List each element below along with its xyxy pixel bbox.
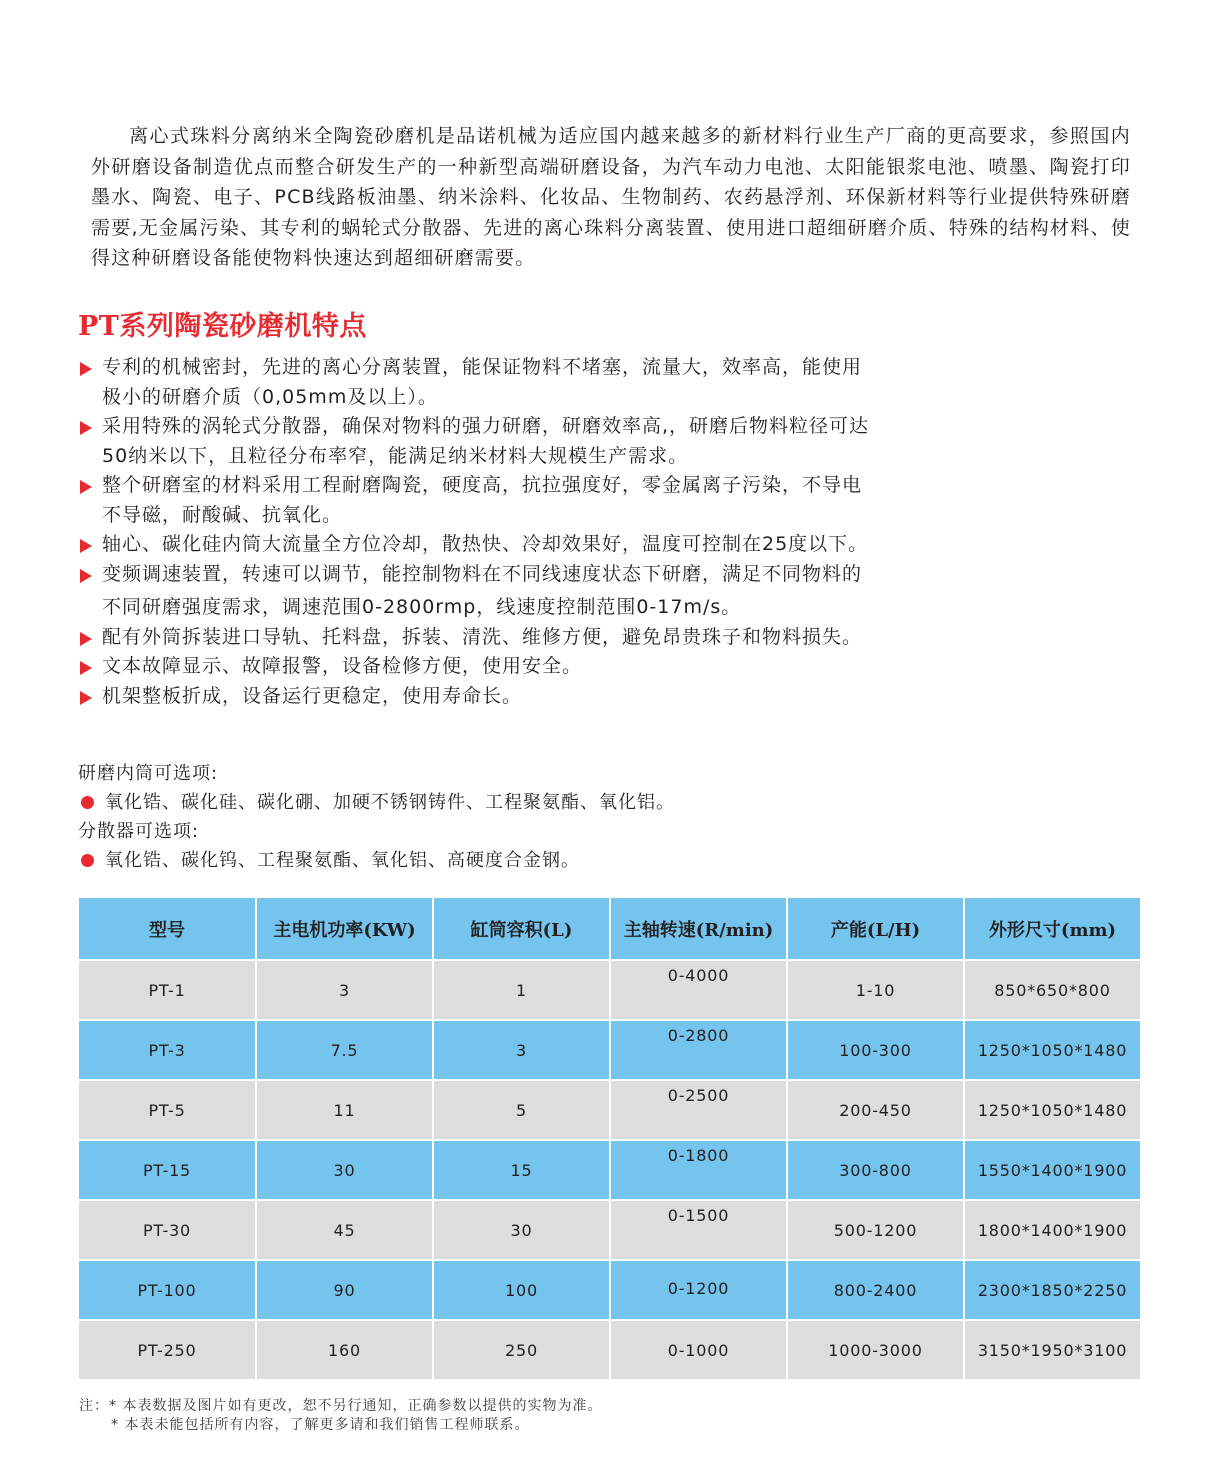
- footnote-line: 注：* 本表数据及图片如有更改，恕不另行通知，正确参数以提供的实物为准。: [79, 1398, 603, 1414]
- table-row: [79, 1020, 1141, 1080]
- cell-spindle-speed: [610, 960, 787, 1020]
- header-dimensions: 外形尺寸(mm): [964, 898, 1141, 960]
- feature-text: 轴心、碳化硅内筒大流量全方位冷却，散热快、冷却效果好，温度可控制在25度以下。: [102, 533, 869, 555]
- cell-spindle-speed-value: 0-2500: [667, 1086, 730, 1105]
- cell-dimensions: 850*650*800: [964, 960, 1141, 1020]
- intro-paragraph: 离心式珠料分离纳米全陶瓷砂磨机是品诺机械为适应国内越来越多的新材料行业生产厂商的更高要求，参照国内外研磨设备制造优点而整合研发生产的一种新型高端研磨设备，为汽车动力电池、太阳能银浆电池、喷墨、陶瓷打印墨水、陶瓷、电子、PCB线路板油墨、纳米涂料、化妆品、生物制药、农药悬浮剂、环保新材料等行业提供特殊研磨需要,无金属污染、其专利的蜗轮式分散器、先进的离心珠料分离装置、使用进口超细研磨介质、特殊的结构材料、使得这种研磨设备能使物料快速达到超细研磨需要。: [91, 125, 1131, 269]
- feature-text: 机架整板折成，设备运行更稳定，使用寿命长。: [102, 684, 523, 707]
- cell-cylinder-volume: 1: [433, 960, 610, 1020]
- header-spindle-speed: 主轴转速(R/min): [610, 898, 787, 960]
- cell-dimensions: 1250*1050*1480: [964, 1020, 1141, 1080]
- cell-spindle-speed: [610, 1260, 787, 1320]
- table-row: [79, 960, 1141, 1020]
- triangle-bullet-icon: [80, 661, 92, 675]
- cell-cylinder-volume: 250: [433, 1320, 610, 1380]
- feature-text-cont: 极小的研磨介质（0,05mm及以上）。: [102, 385, 438, 408]
- triangle-bullet-icon: [80, 362, 92, 376]
- cell-cylinder-volume: 30: [433, 1200, 610, 1260]
- feature-text: 配有外筒拆装进口导轨、托料盘，拆装、清洗、维修方便，避免昂贵珠子和物料损失。: [102, 625, 863, 648]
- cell-spindle-speed-value: 0-1200: [667, 1278, 730, 1298]
- feature-item: [78, 353, 958, 412]
- table-row: [79, 1320, 1141, 1380]
- cell-capacity: 800-2400: [787, 1260, 964, 1320]
- cell-model: PT-30: [79, 1200, 256, 1260]
- cell-spindle-speed-value: 0-1800: [667, 1146, 730, 1165]
- table-header-row: [79, 898, 1141, 960]
- triangle-bullet-icon: [80, 632, 92, 646]
- cell-spindle-speed: [610, 1140, 787, 1200]
- inner-cylinder-options-text: 氧化锆、碳化硅、碳化硼、加硬不锈钢铸件、工程聚氨酯、氧化铝。: [105, 792, 675, 813]
- cell-cylinder-volume: 15: [433, 1140, 610, 1200]
- dot-bullet-icon: [81, 796, 94, 809]
- cell-capacity: 500-1200: [787, 1200, 964, 1260]
- triangle-bullet-icon: [80, 421, 92, 435]
- disperser-options-text: 氧化锆、碳化钨、工程聚氨酯、氧化铝、高硬度合金钢。: [105, 850, 580, 871]
- cell-capacity: 100-300: [787, 1020, 964, 1080]
- cell-model: PT-3: [79, 1020, 256, 1080]
- cell-spindle-speed: [610, 1020, 787, 1080]
- table-row: [79, 1200, 1141, 1260]
- cell-spindle-speed: [610, 1080, 787, 1140]
- feature-item: [78, 652, 958, 682]
- table-row: [79, 1080, 1141, 1140]
- footnotes: [79, 1397, 602, 1435]
- cell-spindle-speed-value: 0-4000: [667, 966, 730, 985]
- cell-model: PT-100: [79, 1260, 256, 1320]
- header-model: 型号: [79, 898, 256, 960]
- inner-cylinder-options-title: 研磨内筒可选项:: [78, 763, 219, 784]
- cell-cylinder-volume: 5: [433, 1080, 610, 1140]
- cell-motor-power: 30: [256, 1140, 433, 1200]
- feature-text: 文本故障显示、故障报警，设备检修方便，使用安全。: [102, 655, 583, 677]
- cell-motor-power: 7.5: [256, 1020, 433, 1080]
- spec-table: [79, 898, 1142, 1381]
- cell-capacity: 1-10: [787, 960, 964, 1020]
- header-motor-power: 主电机功率(KW): [256, 898, 433, 960]
- feature-item: [78, 471, 958, 530]
- triangle-bullet-icon: [80, 539, 92, 553]
- cell-motor-power: 160: [256, 1320, 433, 1380]
- cell-spindle-speed-value: 0-1500: [667, 1206, 730, 1225]
- cell-capacity: 300-800: [787, 1140, 964, 1200]
- cell-cylinder-volume: 100: [433, 1260, 610, 1320]
- cell-motor-power: 11: [256, 1080, 433, 1140]
- cell-motor-power: 3: [256, 960, 433, 1020]
- table-row: [79, 1140, 1141, 1200]
- cell-model: PT-250: [79, 1320, 256, 1380]
- cell-cylinder-volume: 3: [433, 1020, 610, 1080]
- footnote-line: * 本表未能包括所有内容，了解更多请和我们销售工程师联系。: [111, 1417, 530, 1433]
- cell-capacity: 1000-3000: [787, 1320, 964, 1380]
- options-section: [78, 759, 978, 875]
- feature-list: [78, 353, 958, 711]
- feature-item: [78, 682, 958, 712]
- disperser-options: [78, 846, 978, 875]
- cell-dimensions: 2300*1850*2250: [964, 1260, 1141, 1320]
- cell-spindle-speed: [610, 1200, 787, 1260]
- cell-spindle-speed: 0-1000: [610, 1320, 787, 1380]
- triangle-bullet-icon: [80, 480, 92, 494]
- feature-item: [78, 412, 958, 471]
- cell-capacity: 200-450: [787, 1080, 964, 1140]
- feature-item: [78, 560, 958, 623]
- feature-text-cont: 50纳米以下，且粒径分布率窄，能满足纳米材料大规模生产需求。: [102, 444, 689, 467]
- inner-cylinder-options: [78, 788, 978, 817]
- dot-bullet-icon: [81, 854, 94, 867]
- feature-text: 采用特殊的涡轮式分散器，确保对物料的强力研磨，研磨效率高,，研磨后物料粒径可达: [102, 415, 870, 437]
- cell-dimensions: 1550*1400*1900: [964, 1140, 1141, 1200]
- header-cylinder-volume: 缸筒容积(L): [433, 898, 610, 960]
- section-title: PT系列陶瓷砂磨机特点: [78, 311, 367, 342]
- feature-item: [78, 530, 958, 560]
- cell-dimensions: 1800*1400*1900: [964, 1200, 1141, 1260]
- feature-item: [78, 623, 958, 653]
- table-row: [79, 1260, 1141, 1320]
- feature-text: 变频调速装置，转速可以调节，能控制物料在不同线速度状态下研磨，满足不同物料的: [102, 562, 863, 585]
- cell-motor-power: 45: [256, 1200, 433, 1260]
- cell-spindle-speed-value: 0-2800: [667, 1026, 730, 1045]
- triangle-bullet-icon: [80, 691, 92, 705]
- feature-text: 整个研磨室的材料采用工程耐磨陶瓷，硬度高，抗拉强度好，零金属离子污染，不导电: [102, 474, 863, 496]
- cell-model: PT-15: [79, 1140, 256, 1200]
- feature-text: 专利的机械密封，先进的离心分离装置，能保证物料不堵塞，流量大，效率高，能使用: [102, 356, 863, 378]
- cell-dimensions: 1250*1050*1480: [964, 1080, 1141, 1140]
- header-capacity: 产能(L/H): [787, 898, 964, 960]
- triangle-bullet-icon: [80, 569, 92, 583]
- cell-model: PT-1: [79, 960, 256, 1020]
- disperser-options-title: 分散器可选项:: [78, 821, 200, 842]
- cell-model: PT-5: [79, 1080, 256, 1140]
- cell-motor-power: 90: [256, 1260, 433, 1320]
- feature-text-cont: 不导磁，耐酸碱、抗氧化。: [102, 503, 343, 526]
- feature-text-cont: 不同研磨强度需求，调速范围0-2800rmp，线速度控制范围0-17m/s。: [102, 596, 742, 618]
- cell-dimensions: 3150*1950*3100: [964, 1320, 1141, 1380]
